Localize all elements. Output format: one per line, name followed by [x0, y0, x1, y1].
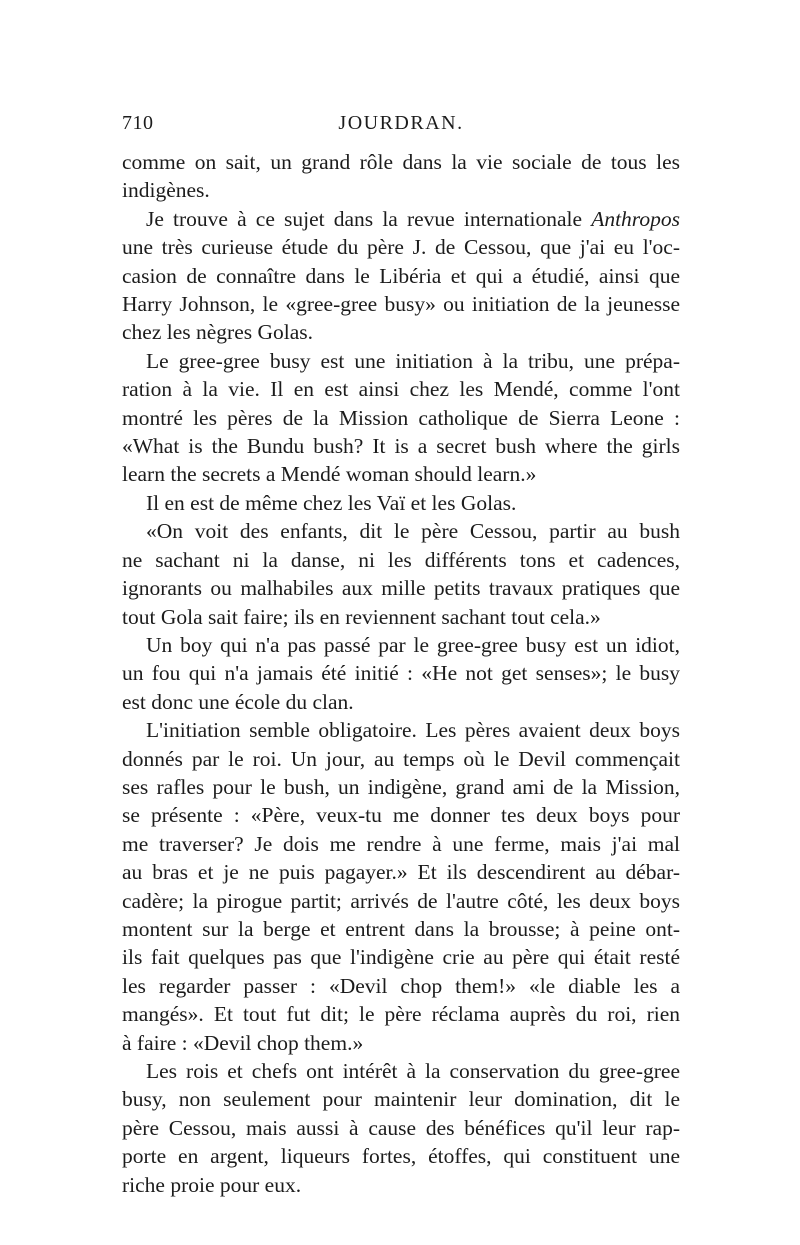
text-line: cadère; la pirogue partit; arrivés de l'autre côté, les deux boys — [122, 888, 680, 913]
text-line: est donc une école du clan. — [122, 689, 354, 714]
text-line: Les rois et chefs ont intérêt à la conservation du gree-gree — [146, 1059, 680, 1083]
text-line: indigènes. — [122, 178, 210, 203]
text-line: «What is the Bundu bush? It is a secret bush where the girls — [122, 434, 680, 459]
journal-title: Anthropos — [591, 206, 680, 231]
text-line: tout Gola sait faire; ils en reviennent sachant tout cela.» — [122, 604, 601, 629]
text-line: mangés». Et tout fut dit; le père réclama auprès du roi, rien — [122, 1002, 680, 1027]
text-line: ses rafles pour le bush, un indigène, grand ami de la Mission, — [122, 774, 680, 799]
text-line — [122, 205, 680, 233]
text-line: se présente : «Père, veux-tu me donner tes deux boys pour — [122, 803, 680, 828]
text-line: chez les nègres Golas. — [122, 320, 314, 345]
running-head — [122, 112, 680, 142]
text-line: un fou qui n'a jamais été initié : «He not get senses»; le busy — [122, 661, 680, 686]
text-line: learn the secrets a Mendé woman should learn.» — [122, 462, 537, 487]
text-line: Il en est de même chez les Vaï et les Golas. — [146, 490, 517, 515]
text-line: à faire : «Devil chop them.» — [122, 1030, 364, 1055]
text-line: père Cessou, mais aussi à cause des bénéfices qu'il leur rap- — [122, 1115, 680, 1140]
text-line: L'initiation semble obligatoire. Les pères avaient deux boys — [146, 718, 680, 743]
text-line: comme on sait, un grand rôle dans la vie sociale de tous les — [122, 150, 680, 174]
text-line: montent sur la berge et entrent dans la brousse; à peine ont- — [122, 916, 680, 941]
text-line: une très curieuse étude du père J. de Cessou, que j'ai eu l'oc- — [122, 235, 680, 260]
text-line: casion de connaître dans le Libéria et qui a étudié, ainsi que — [122, 263, 680, 288]
text-line: Harry Johnson, le «gree-gree busy» ou initiation de la jeunesse — [122, 292, 680, 317]
text-line: les regarder passer : «Devil chop them!» «le diable les a — [122, 973, 680, 998]
text-line: «On voit des enfants, dit le père Cessou, partir au bush — [146, 519, 680, 544]
text-line: ne sachant ni la danse, ni les différents tons et cadences, — [122, 547, 680, 572]
text-line: ils fait quelques pas que l'indigène crie au père qui était resté — [122, 945, 680, 970]
text-line: Un boy qui n'a pas passé par le gree-gree busy est un idiot, — [146, 632, 680, 657]
line-text: Je trouve à ce sujet dans la revue internationale — [146, 206, 592, 231]
text-line: Le gree-gree busy est une initiation à la tribu, une prépa- — [146, 348, 680, 373]
text-line: ignorants ou malhabiles aux mille petits travaux pratiques que — [122, 576, 680, 601]
book-page — [122, 112, 680, 1197]
body-text — [122, 148, 680, 1199]
running-title: JOURDRAN. — [338, 112, 464, 134]
text-line: montré les pères de la Mission catholique de Sierra Leone : — [122, 405, 680, 430]
page-number: 710 — [122, 112, 154, 134]
text-line: donnés par le roi. Un jour, au temps où le Devil commençait — [122, 746, 680, 771]
text-line: riche proie pour eux. — [122, 1172, 302, 1197]
text-line: porte en argent, liqueurs fortes, étoffes, qui constituent une — [122, 1144, 680, 1169]
text-line: ration à la vie. Il en est ainsi chez les Mendé, comme l'ont — [122, 377, 680, 402]
text-line: au bras et je ne puis pagayer.» Et ils descendirent au débar- — [122, 860, 680, 885]
text-line: busy, non seulement pour maintenir leur domination, dit le — [122, 1087, 680, 1112]
text-line: me traverser? Je dois me rendre à une ferme, mais j'ai mal — [122, 831, 680, 856]
